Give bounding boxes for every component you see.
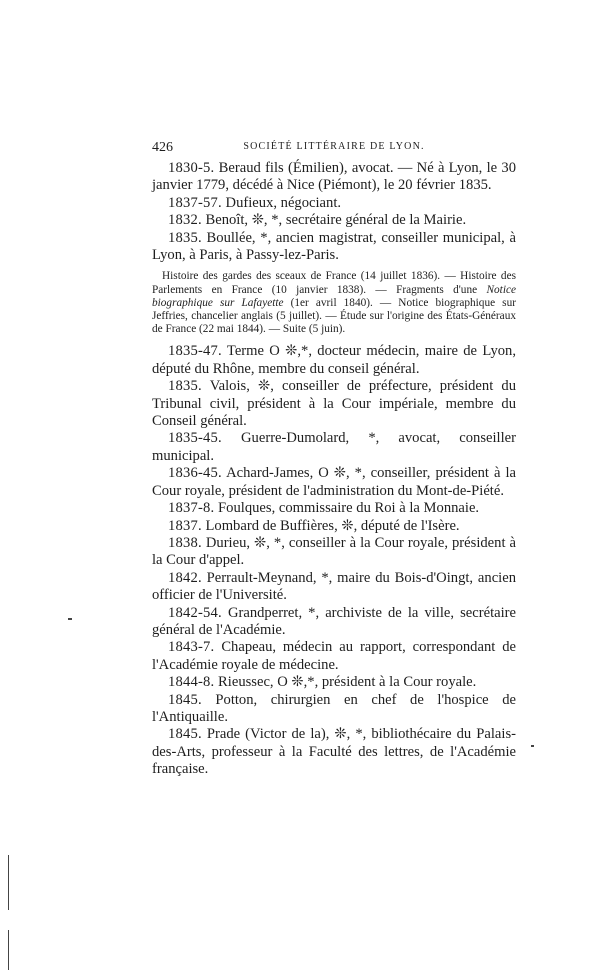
- note-text-1: Histoire des gardes des sceaux de France (14 juillet 1836). — Histoire des Parlements en France (10 janvier 1838). — Fragments d'une: [152, 270, 516, 296]
- member-entry: [152, 212, 516, 229]
- member-entry: [152, 570, 516, 605]
- running-head: SOCIÉTÉ LITTÉRAIRE DE LYON.: [243, 141, 425, 152]
- member-entry: [152, 343, 516, 378]
- entry-year: 1836-45.: [168, 465, 222, 482]
- entry-text: Achard-James, O ❊, *, conseiller, président à la Cour royale, président de l'administration du Mont-de-Piété.: [152, 465, 516, 499]
- member-entry: [152, 500, 516, 517]
- entry-year: 1835.: [168, 229, 202, 246]
- entry-text: Guerre-Dumolard, *, avocat, conseiller municipal.: [152, 430, 516, 464]
- entry-text: Valois, ❊, conseiller de préfecture, président du Tribunal civil, président à la Cour impériale, membre du Conseil général.: [152, 378, 516, 430]
- page-number: 426: [152, 140, 173, 155]
- entry-text: Terme O ❊,*, docteur médecin, maire de Lyon, député du Rhône, membre du conseil général.: [152, 343, 516, 377]
- entry-year: 1843-7.: [168, 639, 215, 656]
- entry-year: 1842.: [168, 569, 202, 586]
- member-entry: [152, 674, 516, 691]
- entry-year: 1835.: [168, 378, 202, 395]
- member-entry: [152, 726, 516, 778]
- scan-artifact: [531, 745, 534, 747]
- member-entry: [152, 430, 516, 465]
- entry-text: Benoît, ❊, *, secrétaire général de la Mairie.: [201, 212, 467, 229]
- entry-text: Lombard de Buffières, ❊, député de l'Isère.: [201, 517, 460, 534]
- book-page: [152, 140, 516, 779]
- entry-year: 1832.: [168, 212, 202, 229]
- member-entry: [152, 378, 516, 430]
- note-italic-title: Notice biographique sur Lafayette: [152, 283, 516, 309]
- entry-text: Rieussec, O ❊,*, président à la Cour royale.: [214, 674, 477, 691]
- member-entry: [152, 195, 516, 212]
- member-entry: [152, 518, 516, 535]
- scan-artifact: [68, 618, 72, 620]
- entry-year: 1845.: [168, 691, 202, 708]
- member-entry: [152, 605, 516, 640]
- entry-year: 1838.: [168, 534, 202, 551]
- member-entry: [152, 160, 516, 195]
- entry-text: Grandperret, *, archiviste de la ville, secrétaire général de l'Académie.: [152, 604, 516, 638]
- entry-year: 1835-45.: [168, 430, 222, 447]
- scan-artifact: [8, 855, 9, 910]
- entry-year: 1844-8.: [168, 674, 215, 691]
- member-entry: [152, 639, 516, 674]
- member-entry: [152, 230, 516, 265]
- scan-artifact: [8, 930, 9, 970]
- entry-text: Dufieux, négociant.: [221, 194, 342, 211]
- entry-text: Potton, chirurgien en chef de l'hospice de l'Antiquaille.: [152, 691, 516, 725]
- page-header: [152, 140, 516, 160]
- entry-year: 1835-47.: [168, 343, 222, 360]
- entry-text: Foulques, commissaire du Roi à la Monnaie.: [214, 500, 480, 517]
- member-entry: [152, 465, 516, 500]
- entry-year: 1837.: [168, 517, 202, 534]
- member-entry: [152, 692, 516, 727]
- entry-year: 1837-8.: [168, 500, 215, 517]
- entry-text: Prade (Victor de la), ❊, *, bibliothécaire du Palais-des-Arts, professeur à la Faculté des lettres, de l'Académie française.: [152, 726, 516, 778]
- entry-text: Chapeau, médecin au rapport, correspondant de l'Académie royale de médecine.: [152, 639, 516, 673]
- note-text-2: (1er avril 1840). — Notice biographique sur Jeffries, chancelier anglais (5 juillet). — Étude sur l'origine des États-Généraux de France (22 mai 1844). — Suite (5 juin).: [152, 296, 516, 336]
- member-list: [152, 160, 516, 779]
- publications-note: [152, 270, 516, 336]
- entry-text: Perrault-Meynand, *, maire du Bois-d'Oingt, ancien officier de l'Université.: [152, 569, 516, 604]
- entry-text: Beraud fils (Émilien), avocat. — Né à Lyon, le 30 janvier 1779, décédé à Nice (Piémont), le 20 février 1835.: [152, 160, 516, 194]
- entry-year: 1842-54.: [168, 604, 222, 621]
- entry-text: Boullée, *, ancien magistrat, conseiller municipal, à Lyon, à Paris, à Passy-lez-Paris.: [152, 229, 516, 264]
- member-entry: [152, 535, 516, 570]
- entry-year: 1830-5.: [168, 160, 215, 176]
- entry-year: 1845.: [168, 726, 202, 743]
- entry-text: Durieu, ❊, *, conseiller à la Cour royale, président à la Cour d'appel.: [152, 534, 516, 569]
- entry-year: 1837-57.: [168, 194, 222, 211]
